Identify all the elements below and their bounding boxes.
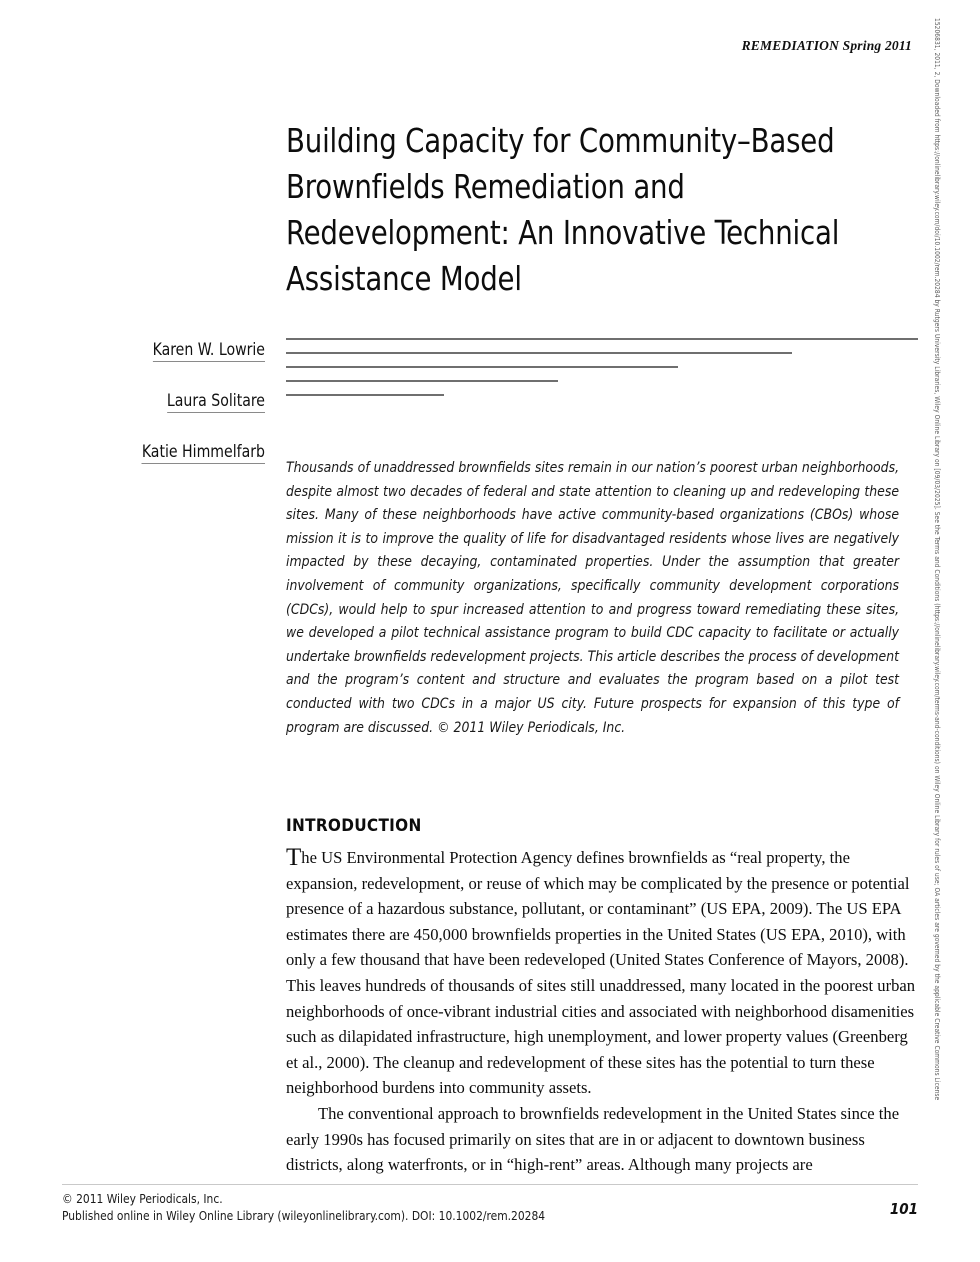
author-name [70, 442, 265, 462]
section-heading-introduction: INTRODUCTION [286, 816, 422, 837]
redaction-line [286, 394, 444, 396]
author-name-text: Karen W. Lowrie [153, 340, 265, 362]
page-number: 101 [889, 1200, 918, 1218]
author-name-text: Katie Himmelfarb [142, 442, 265, 464]
redaction-line [286, 366, 678, 368]
footer-divider [62, 1184, 918, 1185]
author-name [70, 340, 265, 360]
body-paragraph-text: he US Environmental Protection Agency defines brownfields as “real property, the expansion, redevelopment, or reuse of which may be complicated by the presence or potential presence of a hazardous substance, pollutant, or contaminant” (US EPA, 2009). The US EPA estimates there are 450,000 brownfields properties in the United States (US EPA, 2010), with only a few thousand that have been redeveloped (United States Conference of Mayors, 2008). This leaves hundreds of thousands of sites still unaddressed, many located in the poorest urban neighborhoods of once-vibrant industrial cities and associated with neighborhood disamenities such as dilapidated infrastructure, high unemployment, and lower property values (Greenberg et al., 2000). The cleanup and redevelopment of these sites has the potential to turn these neighborhood burdens into community assets. [286, 848, 916, 1098]
body-paragraph [286, 845, 920, 1101]
page-title: Building Capacity for Community–Based Brownfields Remediation and Redevelopment: An Innovative Technical Assistance Model [286, 121, 840, 299]
footer-publisher-info [62, 1190, 545, 1224]
footer-doi: Published online in Wiley Online Library (wileyonlinelibrary.com). DOI: 10.1002/rem.20284 [62, 1208, 546, 1223]
author-name [70, 391, 265, 411]
redaction-line [286, 380, 558, 382]
drop-cap: T [286, 844, 302, 871]
body-paragraph: The conventional approach to brownfields redevelopment in the United States since the early 1990s has focused primarily on sites that are in or adjacent to downtown business districts, along waterfronts, or in “high-rent” areas. Although many projects are [286, 1103, 900, 1175]
side-watermark-text: 15206831, 2011, 2, Downloaded from https://onlinelibrary.wiley.com/doi/10.1002/rem.20284 by Rutgers University Libraries, Wiley Online Library on [09/03/2025]. See the Terms and Conditions (https://onlinelibrary.wiley.com/terms-and-conditions) on Wiley Online Library for rules of use; OA articles are governed by the applicable Creative Commons License [933, 18, 941, 1101]
redaction-line [286, 338, 918, 340]
footer-copyright: © 2011 Wiley Periodicals, Inc. [62, 1191, 223, 1206]
redaction-line [286, 352, 792, 354]
body-text [286, 845, 920, 1178]
running-head: REMEDIATION Spring 2011 [741, 38, 912, 53]
redacted-affiliation-block [286, 338, 918, 408]
author-list [60, 340, 265, 493]
abstract-text: Thousands of unaddressed brownfields sites remain in our nation’s poorest urban neighborhoods, despite almost two decades of federal and state attention to cleaning up and redeveloping these sites. Many of these neighborhoods have active community-based organizations (CBOs) whose mission it is to improve the quality of life for disadvantaged residents whose lives are negatively impacted by these decaying, contaminated properties. Under the assumption that greater involvement of community organizations, specifically community development corporations (CDCs), would help to spur increased attention to and progress toward remediating these sites, we developed a pilot technical assistance program to build CDC capacity to facilitate or actually undertake brownfields redevelopment projects. This article describes the process of development and the program’s content and structure and evaluates the program based on a pilot test conducted with two CDCs in a major US city. Future prospects for expansion of this type of program are discussed. © 2011 Wiley Periodicals, Inc. [286, 460, 900, 736]
author-name-text: Laura Solitare [167, 391, 265, 413]
